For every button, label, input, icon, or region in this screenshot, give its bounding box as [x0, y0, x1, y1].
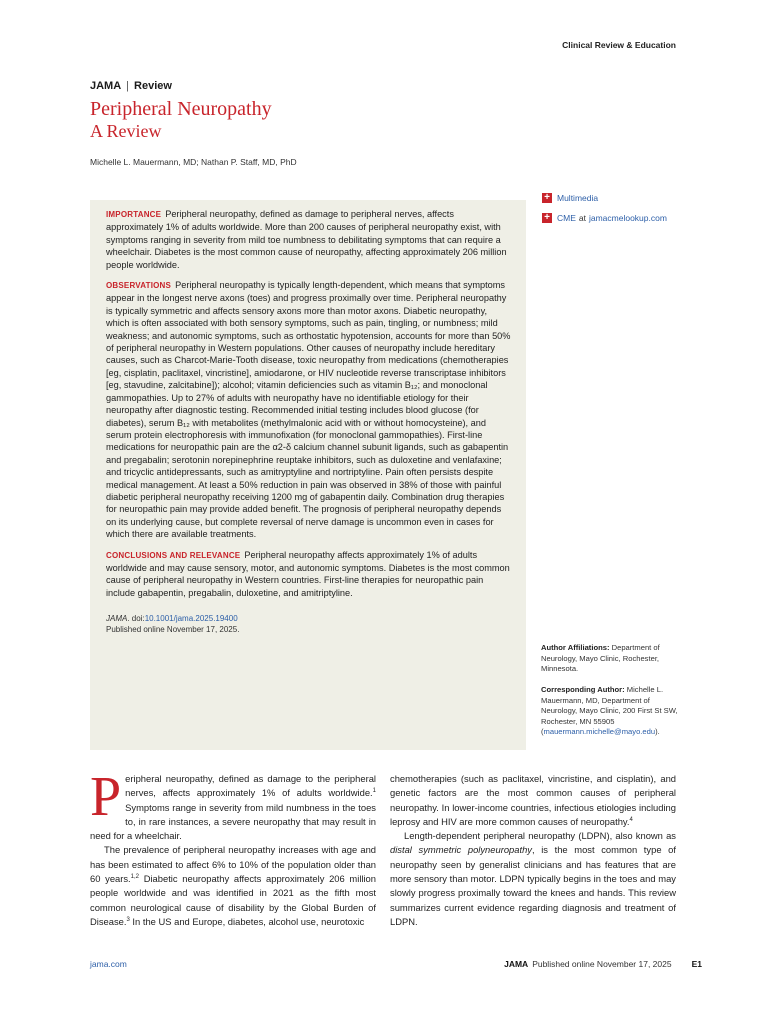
multimedia-link[interactable]	[542, 193, 598, 203]
footer-journal: JAMA	[504, 959, 529, 969]
importance-text: Peripheral neuropathy, defined as damage to peripheral nerves, affects approximately 1% of adults worldwide. More than 200 causes of peripheral neuropathy exist, with symptoms ranging in severity from mild toe numbness to debilitating symptoms that can require a wheelchair. Diabetes is the most common cause of neuropathy, affecting approximately 206 million people worldwide.	[106, 209, 507, 270]
observations-text: Peripheral neuropathy is typically length-dependent, which means that symptoms appear in the longest nerve axons (toes) and progress proximally over time. Peripheral neuropathy is typically symmetric and affects sensory axons more than motor axons. Diabetic neuropathy, which is often associated with both sensory symptoms, such as pain, tingling, or numbness; mild weakness; and autonomic symptoms, such as orthostatic hypotension, accounts for more than 50% of peripheral neuropathy in Western populations. Other causes of neuropathy include hereditary causes, such as Charcot-Marie-Tooth disease, toxic neuropathy from medications (chemotherapies [eg, cisplatin, paclitaxel, vincristine], amiodarone, or HIV nucleotide reverse transcriptase inhibitors [eg, stavudine, zalcitabine]); alcohol; vitamin deficiencies such as vitamin B₁₂; and monoclonal gammopathies. Up to 27% of adults with neuropathy have no identifiable etiology for their neuropathy after diagnostic testing. Recommended initial testing includes blood glucose (for diabetes), serum B₁₂ with metabolites (methylmalonic acid with or without homocysteine), and serum protein electrophoresis with immunofixation (for monoclonal gammopathies). First-line medications for neuropathic pain are the α2-δ calcium channel subunit ligands, such as gabapentin and pregabalin; serotonin norepinephrine reuptake inhibitors, such as duloxetine and venlafaxine; and tricyclic antidepressants, such as amitryptyline and nortriptyline. Pain often persists despite medical management. At least a 50% reduction in pain was observed in 38% of those with painful diabetic peripheral neuropathy receiving 1200 mg of gabapentin daily. Combination drug therapies for neuropathic pain may provide added benefit. The prognosis of peripheral neuropathy depends on its underlying cause, but complete reversal of nerve damage is uncommon even in cases for which there are available treatments.	[106, 280, 511, 540]
journal-name: JAMA	[90, 80, 122, 92]
corresponding-text: Michelle L. Mauermann, MD, Department of Neurology, Mayo Clinic, 200 First St SW, Rochester, MN 55905 (	[541, 685, 678, 737]
corresponding-heading: Corresponding Author:	[541, 685, 625, 694]
drop-cap: P	[90, 766, 122, 828]
cme-label: CME	[557, 213, 576, 223]
email-link[interactable]: mauermann.michelle@mayo.edu	[543, 727, 656, 737]
article-subtitle: A Review	[90, 121, 162, 141]
abstract-importance	[106, 208, 512, 271]
citation: JAMA. doi:10.1001/jama.2025.19400 Published online November 17, 2025.	[106, 614, 240, 635]
multimedia-label: Multimedia	[557, 193, 599, 203]
importance-heading: IMPORTANCE	[106, 210, 162, 219]
body-paragraph: The prevalence of peripheral neuropathy increases with age and has been estimated to affect 6% to 10% of the population older than 60 years.$^{1,2}$ Diabetic neuropathy affects approximately 206 million people worldwide and was identified in 2021 as the fifth most common neurological cause of disability by the Global Burden of Disease.$^3$ In the US and Europe, diabetes, alcohol use, neurotoxic	[90, 844, 376, 927]
footer-site-link[interactable]: jama.com	[90, 959, 127, 969]
body-paragraph: Peripheral neuropathy, defined as damage to the peripheral nerves, affects approximately 1% of adults worldwide.$^1$ Symptoms range in severity from mild numbness in the toes to, in rare instances, a severe neuropathy that may result in need for a wheelchair.	[90, 766, 376, 842]
article-type: Review	[134, 80, 172, 92]
cme-url[interactable]: jamacmelookup.com	[588, 213, 667, 223]
body-paragraph: chemotherapies (such as paclitaxel, vincristine, and cisplatin), and genetic factors are the most common causes of peripheral neuropathy. In lower-income countries, infectious etiologies including leprosy and HIV are more common causes of neuropathy.$^4$	[390, 773, 676, 827]
conclusions-heading: CONCLUSIONS AND RELEVANCE	[106, 550, 241, 560]
plus-icon: +	[542, 193, 552, 203]
abstract-box	[90, 200, 526, 750]
citation-journal: JAMA	[106, 614, 128, 624]
affiliations-heading: Author Affiliations:	[541, 643, 610, 652]
body-column-right	[390, 772, 676, 929]
author-affiliations	[541, 643, 681, 675]
journal-kicker: JAMA | Review	[90, 80, 172, 92]
author-list: Michelle L. Mauermann, MD; Nathan P. Staff, MD, PhD	[90, 157, 297, 167]
footer-published: Published online November 17, 2025	[532, 959, 672, 969]
article-title: Peripheral Neuropathy	[90, 98, 272, 120]
conclusions-text: Peripheral neuropathy affects approximately 1% of adults worldwide and may cause sensory, motor, and autonomic symptoms. Diabetes is the most common cause of peripheral neuropathy in Western countries. First-line therapies for neuropathic pain include gabapentin, pregabalin, duloxetine, and amitriptyline.	[106, 549, 510, 598]
body-column-left	[90, 766, 376, 929]
abstract-conclusions	[106, 549, 512, 600]
doi-link[interactable]: 10.1001/jama.2025.19400	[144, 614, 238, 624]
affiliations-text: Department of Neurology, Mayo Clinic, Rochester, Minnesota.	[541, 643, 660, 674]
abstract-observations	[106, 279, 512, 541]
corresponding-author: Corresponding Author: Michelle L. Mauermann, MD, Department of Neurology, Mayo Clinic, 200 First St SW, Rochester, MN 55905 (mauermann.michelle@mayo.edu).	[541, 685, 678, 737]
plus-icon: +	[542, 213, 552, 223]
page-number: E1	[691, 959, 702, 969]
published-date: Published online November 17, 2025.	[106, 625, 240, 635]
body-paragraph: Length-dependent peripheral neuropathy (LDPN), also known as distal symmetric polyneuropathy, is the most common type of neuropathy seen by generalist clinicians and has features that are more sensory than motor. LDPN typically begins in the toes and may slowly progress proximally toward the knees and hands. This review summarizes current evidence regarding diagnosis and treatment of LDPN.	[390, 830, 676, 927]
section-label: Clinical Review & Education	[562, 40, 676, 50]
observations-heading: OBSERVATIONS	[106, 281, 172, 291]
footer-info	[504, 959, 702, 969]
cme-link[interactable]: + CME at jamacmelookup.com	[542, 213, 667, 223]
